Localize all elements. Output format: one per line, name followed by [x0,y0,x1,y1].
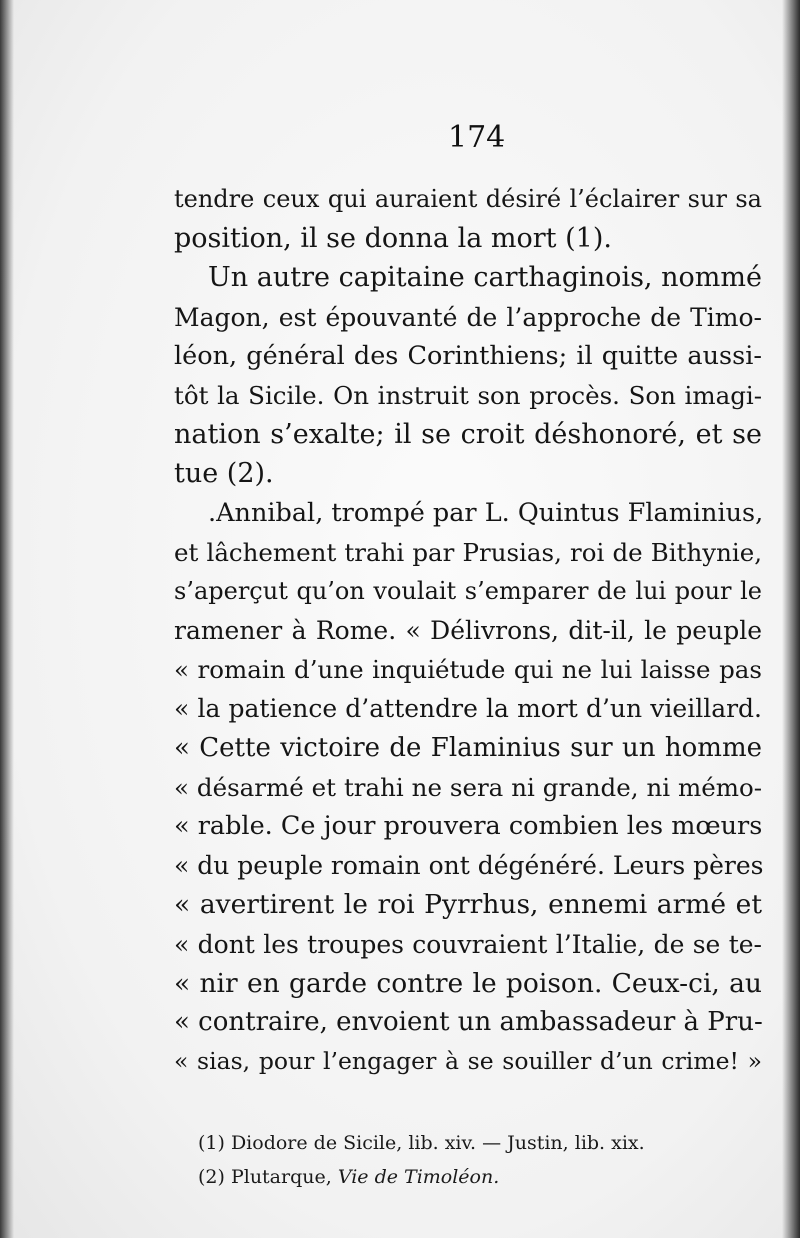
text-line: ramener à Rome. « Délivrons, dit-il, le peuple [174,616,762,646]
footnote-2 [198,1160,698,1194]
page-edge-shadow-left [0,0,14,1238]
text-line: léon, général des Corinthiens; il quitte aussi- [174,340,762,371]
footnote-2-title: Vie de Timoléon. [337,1166,500,1188]
text-line: tue (2). [174,458,274,490]
text-line: position, il se donna la mort (1). [174,223,612,255]
text-line: et lâchement trahi par Prusias, roi de Bithynie, [174,537,762,567]
text-line: « rable. Ce jour prouvera combien les mœurs [174,811,763,841]
page-number: 174 [448,120,506,155]
text-line: « dont les troupes couvraient l’Italie, de se te- [174,929,762,959]
text-line: Un autre capitaine carthaginois, nommé [208,262,762,294]
page-edge-shadow-right [782,0,800,1238]
footnote-2-text: (2) Plutarque, [198,1166,338,1188]
text-line: tendre ceux qui auraient désiré l’éclairer sur sa [174,185,762,213]
text-line: .Annibal, trompé par L. Quintus Flaminius, [208,497,764,528]
text-line: « la patience d’attendre la mort d’un vieillard. [174,694,762,724]
footnote-1: (1) Diodore de Sicile, lib. xiv. — Justin, lib. xix. [198,1132,645,1154]
text-line: « désarmé et trahi ne sera ni grande, ni mémo- [174,772,762,802]
text-line: s’aperçut qu’on voulait s’emparer de lui pour le [174,576,762,605]
text-line: « avertirent le roi Pyrrhus, ennemi armé et [174,889,762,921]
footnotes [198,1126,698,1194]
text-line: « Cette victoire de Flaminius sur un homme [174,732,762,763]
text-line: « nir en garde contre le poison. Ceux-ci, au [174,967,762,999]
text-line: « contraire, envoient un ambassadeur à Pru- [174,1006,763,1037]
text-line: tôt la Sicile. On instruit son procès. Son imagi- [174,380,762,410]
text-line: Magon, est épouvanté de l’approche de Timo- [174,302,762,332]
text-line: nation s’exalte; il se croit déshonoré, et se [174,419,762,451]
text-line: « romain d’une inquiétude qui ne lui laisse pas [174,655,762,685]
text-line: « du peuple romain ont dégénéré. Leurs pères [174,851,764,881]
text-line: « sias, pour l’engager à se souiller d’un crime! » [174,1047,762,1076]
body-text [174,180,762,1081]
